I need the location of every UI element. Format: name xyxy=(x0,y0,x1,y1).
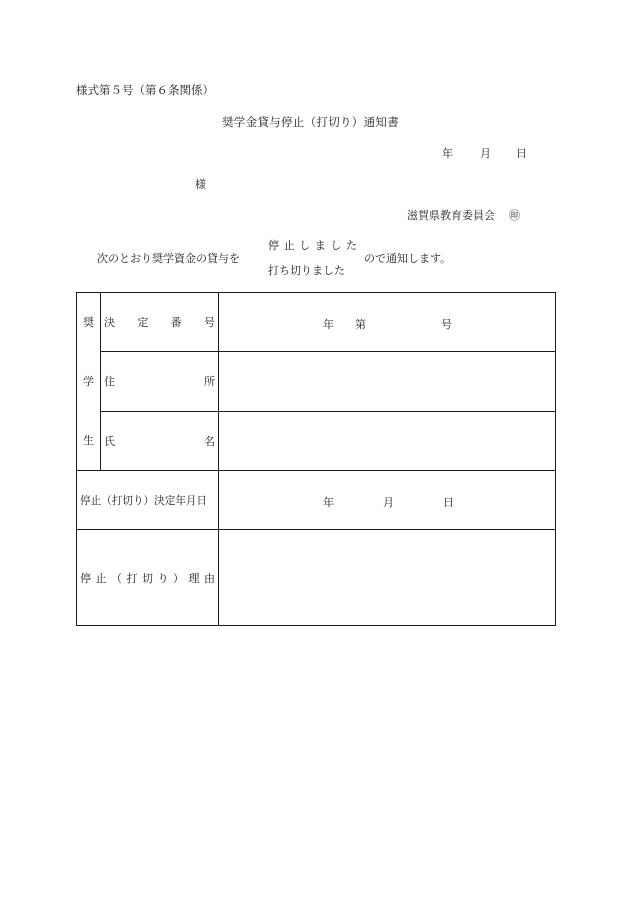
label-char: 理 xyxy=(188,571,200,585)
label-char: 切 xyxy=(142,571,153,585)
label-char: 住 xyxy=(104,375,115,389)
category-char: 学 xyxy=(83,375,94,388)
label-char: 氏 xyxy=(104,434,115,448)
body-prefix: 次のとおり奨学資金の貸与を xyxy=(97,252,240,265)
label-char: 止 xyxy=(95,571,107,585)
label-char: 決 xyxy=(104,316,115,330)
decision-date-value[interactable] xyxy=(219,471,556,530)
label-char: （ xyxy=(111,571,122,585)
name-value[interactable] xyxy=(219,411,556,470)
label-char: 名 xyxy=(204,434,215,448)
label-char: り xyxy=(157,571,169,585)
label-char: 所 xyxy=(204,375,215,389)
student-category-cell xyxy=(77,293,101,471)
decision-prefix: 第 xyxy=(355,318,366,331)
decision-date-month: 月 xyxy=(383,496,394,509)
reason-value[interactable] xyxy=(219,530,556,626)
decision-number-value[interactable] xyxy=(219,293,556,352)
address-value[interactable] xyxy=(219,352,556,411)
decision-date-label xyxy=(77,471,219,530)
label-char: 由 xyxy=(204,571,215,585)
decision-suffix: 号 xyxy=(441,318,452,331)
date-month: 月 xyxy=(480,147,491,160)
category-char: 生 xyxy=(83,434,94,447)
body-suffix: ので通知します。 xyxy=(364,252,452,265)
notification-form-table xyxy=(76,292,556,626)
decision-date-day: 日 xyxy=(443,496,454,509)
reason-label xyxy=(77,530,219,626)
date-day: 日 xyxy=(516,147,527,160)
address-label xyxy=(101,352,219,411)
decision-date-year: 年 xyxy=(323,496,334,509)
recipient-suffix: 様 xyxy=(195,178,206,191)
name-label xyxy=(101,411,219,470)
decision-date-label-text: 停止（打切り）決定年月日 xyxy=(80,494,208,507)
date-year: 年 xyxy=(442,147,453,160)
issuer xyxy=(407,207,520,223)
category-char: 奨 xyxy=(83,316,94,329)
label-char: 打 xyxy=(126,571,138,585)
label-char: 番 xyxy=(170,316,182,330)
label-char: 号 xyxy=(203,316,215,330)
decision-year: 年 xyxy=(323,318,334,331)
label-char: 停 xyxy=(80,571,91,585)
label-char: ） xyxy=(173,571,184,585)
body-option-stop: 停止しました xyxy=(268,239,362,252)
label-char: 定 xyxy=(137,316,149,330)
document-title: 奨学金貸与停止（打切り）通知書 xyxy=(222,115,399,129)
body-option-terminate: 打ち切りました xyxy=(268,264,345,277)
date-header xyxy=(442,145,527,161)
seal-mark: ㊞ xyxy=(509,209,520,222)
decision-number-label xyxy=(101,293,219,352)
issuer-name: 滋賀県教育委員会 xyxy=(407,209,495,222)
form-number: 様式第５号（第６条関係） xyxy=(76,83,214,97)
